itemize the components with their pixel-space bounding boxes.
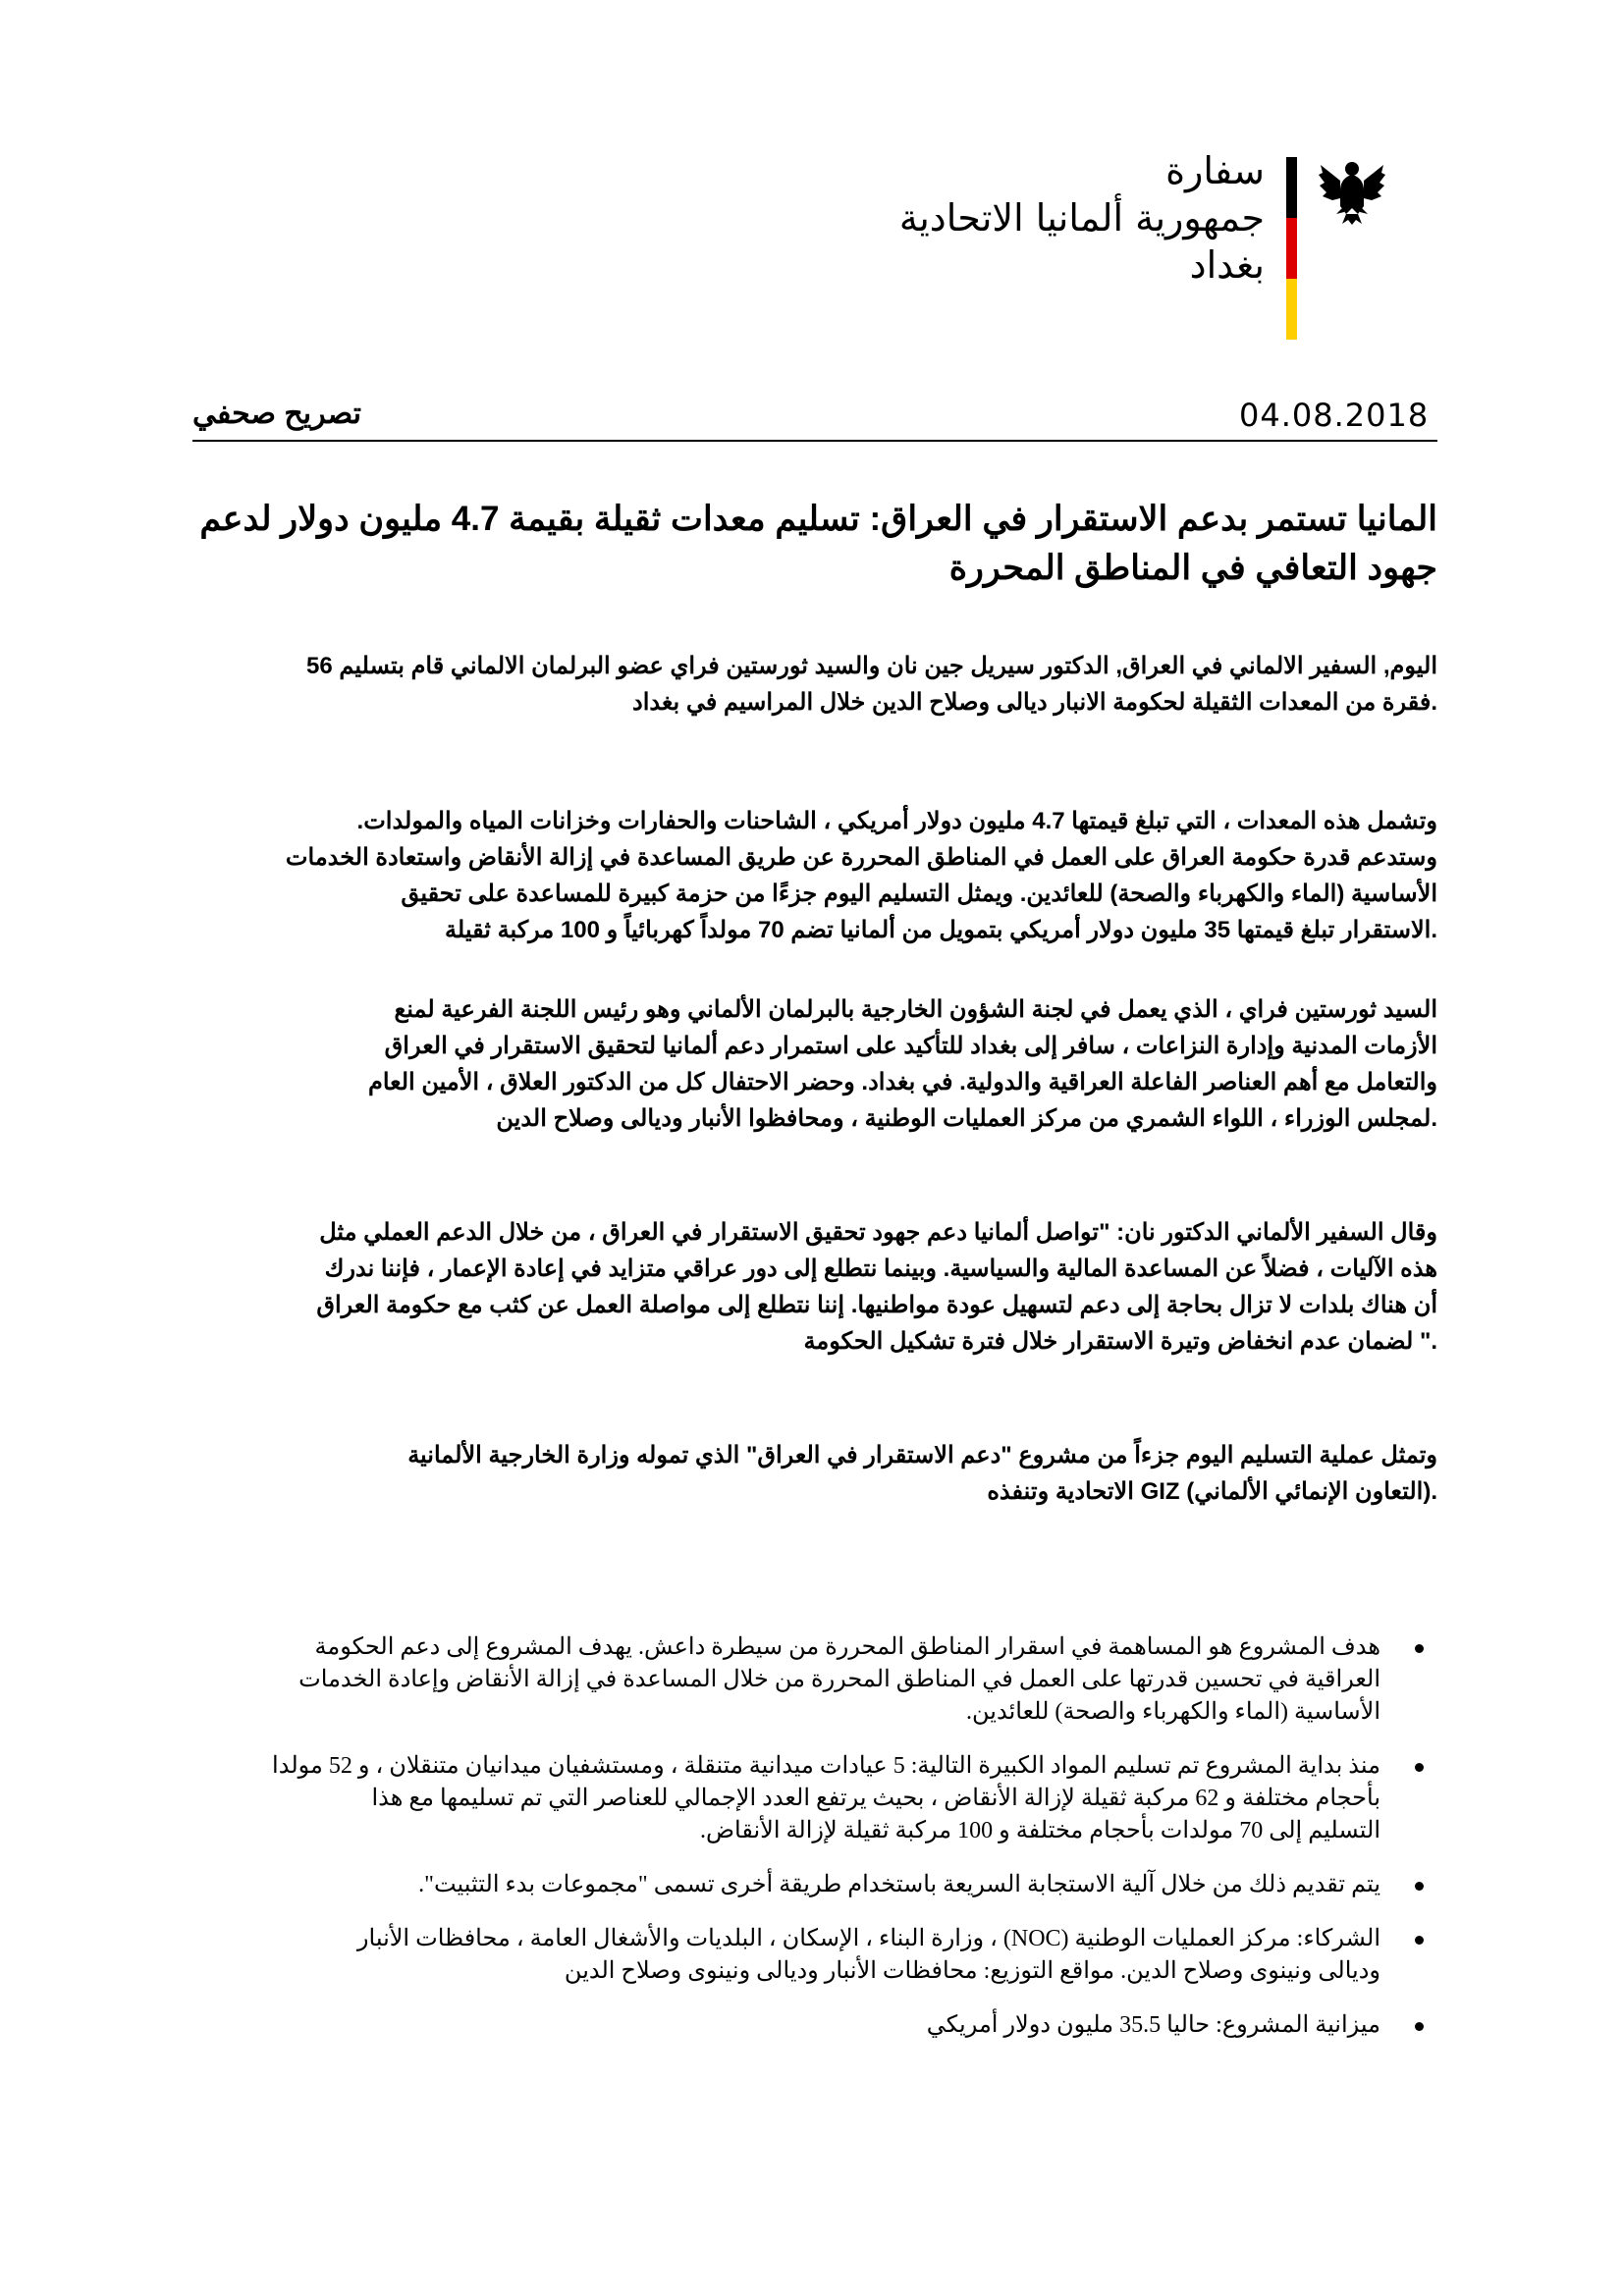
paragraph-line: .(التعاون الإنمائي الألماني) GIZ الاتحادية وتنفذه — [987, 1478, 1437, 1505]
list-item-line: منذ بداية المشروع تم تسليم المواد الكبيرة التالية: 5 عيادات ميدانية متنقلة ، ومستشفيان ميدانيان متنقلان ، و 52 مولدا — [272, 1753, 1380, 1779]
paragraph-line: وتشمل هذه المعدات ، التي تبلغ قيمتها 4.7 مليون دولار أمريكي ، الشاحنات والحفارات وخزانات المياه والمولدات. — [356, 808, 1437, 834]
press-release-label: تصريح صحفي — [192, 398, 361, 430]
project-facts-list — [192, 1631, 1437, 2063]
letterhead-line-embassy: سفارة — [1165, 149, 1265, 192]
letterhead-line-city: بغداد — [1189, 243, 1265, 287]
paragraph-line: الأزمات المدنية وإدارة النزاعات ، سافر إلى بغداد للتأكيد على استمرار دعم ألمانيا لتحقيق الاستقرار في العراق — [384, 1033, 1437, 1059]
paragraph-line: .فقرة من المعدات الثقيلة لحكومة الانبار ديالى وصلاح الدين خلال المراسيم في بغداد — [632, 689, 1437, 716]
list-item-line: هدف المشروع هو المساهمة في اسقرار المناطق المحررة من سيطرة داعش. يهدف المشروع إلى دعم الحكومة — [314, 1634, 1380, 1660]
paragraph-visit — [192, 991, 1437, 1137]
headline — [192, 495, 1437, 593]
list-item — [192, 1923, 1437, 1988]
headline-line: جهود التعافي في المناطق المحررة — [948, 549, 1437, 587]
letterhead-line-country: جمهورية ألمانيا الاتحادية — [898, 196, 1265, 240]
paragraph-project — [192, 1437, 1437, 1510]
paragraph-line: الأساسية (الماء والكهرباء والصحة) للعائدين. ويمثل التسليم اليوم جزءًا من حزمة كبيرة للمساعدة على تحقيق — [401, 881, 1437, 907]
press-date: 04.08.2018 — [1239, 397, 1430, 434]
paragraph-line: السيد ثورستين فراي ، الذي يعمل في لجنة الشؤون الخارجية بالبرلمان الألماني وهو رئيس اللجنة الفرعية لمنع — [394, 996, 1437, 1023]
letterhead — [700, 147, 1387, 344]
paragraph-line: هذه الآليات ، فضلاً عن المساعدة المالية والسياسية. وبينما نتطلع إلى دور عراقي متزايد في إعادة الإعمار ، فإننا ندرك — [324, 1255, 1437, 1282]
paragraph-line: أن هناك بلدات لا تزال بحاجة إلى دعم لتسهيل عودة مواطنيها. إننا نتطلع إلى مواصلة العمل عن كثب مع حكومة العراق — [316, 1292, 1437, 1318]
paragraph-line: وقال السفير الألماني الدكتور نان: "تواصل ألمانيا دعم جهود تحقيق الاستقرار في العراق ، من خلال الدعم العملي مثل — [319, 1219, 1437, 1246]
bullet-icon — [1415, 2022, 1424, 2031]
list-item — [192, 1750, 1437, 1847]
flag-stripe-red — [1286, 218, 1297, 279]
letterhead-text — [899, 147, 1265, 289]
header-divider — [192, 440, 1437, 442]
flag-stripe-gold — [1286, 279, 1297, 340]
federal-eagle-icon — [1317, 155, 1387, 226]
list-item-line: بأحجام مختلفة و 62 مركبة ثقيلة لإزالة الأنقاض ، بحيث يرتفع العدد الإجمالي للعناصر التي تم تسليمها مع هذا — [371, 1786, 1380, 1811]
bullet-icon — [1415, 1936, 1424, 1945]
bullet-icon — [1415, 1644, 1424, 1653]
bullet-icon — [1415, 1763, 1424, 1772]
paragraph-intro — [192, 648, 1437, 721]
paragraph-quote — [192, 1214, 1437, 1360]
list-item — [192, 1631, 1437, 1729]
list-item — [192, 1869, 1437, 1901]
headline-line: المانيا تستمر بدعم الاستقرار في العراق: تسليم معدات ثقيلة بقيمة 4.7 مليون دولار لدعم — [199, 500, 1437, 538]
list-item-line: الأساسية (الماء والكهرباء والصحة) للعائدين. — [966, 1699, 1380, 1725]
list-item — [192, 2009, 1437, 2042]
list-item-line: الشركاء: مركز العمليات الوطنية (NOC) ، وزارة البناء ، الإسكان ، البلديات والأشغال العامة ، محافظات الأنبار — [356, 1926, 1380, 1951]
paragraph-line: اليوم, السفير الالماني في العراق, الدكتور سيريل جين نان والسيد ثورستين فراي عضو البرلمان الالماني قام بتسليم 56 — [306, 653, 1437, 679]
paragraph-line: وستدعم قدرة حكومة العراق على العمل في المناطق المحررة عن طريق المساعدة في إزالة الأنقاض واستعادة الخدمات — [285, 844, 1437, 871]
list-item-line: وديالى ونينوى وصلاح الدين. مواقع التوزيع: محافظات الأنبار وديالى ونينوى وصلاح الدين — [564, 1958, 1380, 1984]
paragraph-equipment — [192, 803, 1437, 948]
flag-stripe-black — [1286, 157, 1297, 218]
bullet-icon — [1415, 1882, 1424, 1891]
list-item-line: ميزانية المشروع: حاليا 35.5 مليون دولار أمريكي — [926, 2012, 1380, 2038]
paragraph-line: وتمثل عملية التسليم اليوم جزءاً من مشروع "دعم الاستقرار في العراق" الذي تموله وزارة الخارجية الألمانية — [407, 1442, 1437, 1468]
paragraph-line: والتعامل مع أهم العناصر الفاعلة العراقية والدولية. في بغداد. وحضر الاحتفال كل من الدكتور العلاق ، الأمين العام — [367, 1069, 1437, 1095]
list-item-line: العراقية في تحسين قدرتها على العمل في المناطق المحررة من خلال المساعدة في إزالة الأنقاض وإعادة الخدمات — [298, 1667, 1380, 1692]
list-item-line: التسليم إلى 70 مولدات بأحجام مختلفة و 100 مركبة ثقيلة لإزالة الأنقاض. — [700, 1818, 1380, 1843]
paragraph-line: ." لضمان عدم انخفاض وتيرة الاستقرار خلال فترة تشكيل الحكومة — [803, 1328, 1437, 1355]
paragraph-line: .لمجلس الوزراء ، اللواء الشمري من مركز العمليات الوطنية ، ومحافظوا الأنبار وديالى وصلاح الدين — [496, 1105, 1437, 1132]
list-item-line: يتم تقديم ذلك من خلال آلية الاستجابة السريعة باستخدام طريقة أخرى تسمى "مجموعات بدء التثبيت". — [418, 1872, 1380, 1897]
paragraph-line: .الاستقرار تبلغ قيمتها 35 مليون دولار أمريكي بتمويل من ألمانيا تضم 70 مولداً كهربائياً و 100 مركبة ثقيلة — [445, 917, 1437, 943]
flag-bar — [1286, 157, 1297, 340]
